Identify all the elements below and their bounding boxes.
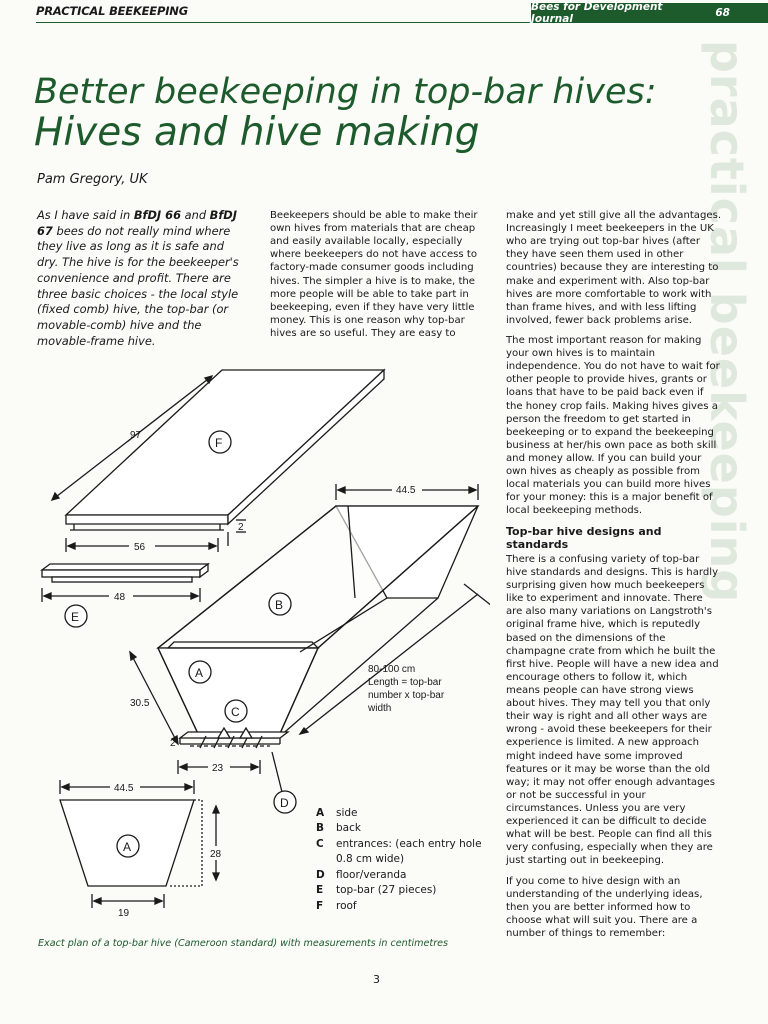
issue-number: 68: [715, 7, 730, 19]
hive-body: [158, 506, 478, 748]
top-bar-part: [42, 564, 208, 582]
diagram-legend: [316, 806, 496, 914]
paragraph: Beekeepers should be able to make their own hives from materials that are cheap and easily available locally, especially where beekeepers do not have access to factory-made consumer goods including hives. The simpler a hive is to make, the more people will be able to take part in beekeeping, even if they have very little money. This is one reason why top-bar hives are so useful. They are easy to: [270, 210, 478, 339]
length-formula-1: Length = top-bar: [368, 677, 442, 688]
legend-item: F roof: [316, 899, 357, 912]
legend-item: C entrances: (each entry hole 0.8 cm wide): [316, 837, 482, 866]
floor-thickness-dim: 2: [170, 738, 176, 749]
body-column-2: [270, 209, 482, 347]
length-formula-3: width: [368, 703, 392, 714]
page-number: 3: [373, 973, 380, 986]
label-e: E: [71, 610, 80, 624]
legend-item: A side: [316, 807, 358, 819]
legend-item: B back: [316, 822, 361, 835]
byline: Pam Gregory, UK: [37, 172, 148, 187]
legend-item: E top-bar (27 pieces): [316, 884, 437, 897]
label-f: F: [215, 436, 223, 450]
lid-thickness-dim: 2: [238, 522, 244, 533]
top-width-dim: 44.5: [396, 485, 416, 496]
end-bottom-dim: 19: [118, 908, 130, 919]
title-line-1: Better beekeeping in top-bar hives:: [34, 72, 657, 112]
label-b: B: [275, 598, 284, 612]
paragraph: If you come to hive design with an understanding of the underlying ideas, then you are better informed how to choose what will suit you. There are a number of things to remember:: [506, 875, 703, 939]
legend-item: D floor/veranda: [316, 868, 407, 881]
header-rule: [36, 22, 531, 23]
section-label: PRACTICAL BEEKEEPING: [36, 4, 188, 18]
body-length-dim: 80-100 cm: [368, 664, 416, 675]
length-formula-2: number x top-bar: [368, 690, 445, 701]
journal-header-band: [531, 3, 768, 23]
intro-ref-1: BfDJ 66: [133, 208, 181, 222]
floor-length-dim: 48: [114, 592, 126, 603]
lid-width-dim: 56: [134, 542, 146, 553]
label-a-2: A: [123, 840, 132, 854]
floor-width-dim: 23: [212, 763, 224, 774]
figure-caption: Exact plan of a top-bar hive (Cameroon standard) with measurements in centimetres: [38, 938, 449, 949]
label-a: A: [195, 666, 204, 680]
intro-text-3: bees do not really mind where they live as long as it is safe and dry. The hive is for the beekeeper's convenience and profit. There are three basic choices - the local style (fixed comb) hive, the top-bar (or movable-comb) hive and the movable-frame hive.: [37, 223, 239, 348]
title-line-2: Hives and hive making: [34, 109, 480, 155]
slant-height-dim: 30.5: [130, 698, 150, 709]
label-d: D: [280, 796, 289, 810]
paragraph: The most important reason for making your own hives is to maintain independence. You do not have to wait for other people to provide hives, grants or loans that have to be paid back even if the honey crop fails. Making hives gives a person the freedom to get started in beekeeping or to expand the beekeeping business at her/his own pace as both skill and money allow. If you can build your own hives as cheaply as possible from local materials you can build more hives for your money: this is a major benefit of local beekeeping methods.: [506, 334, 720, 517]
lid-length-dim: 97: [130, 430, 142, 441]
intro-text-2: and: [181, 208, 210, 222]
side-watermark: practical beekeeping: [700, 40, 754, 604]
body-column-3: [506, 209, 722, 947]
intro-ref-2: BfDJ 67: [37, 208, 238, 238]
end-height-dim: 28: [210, 849, 222, 860]
intro-paragraph: [37, 208, 247, 350]
paragraph: There is a confusing variety of top-bar hive standards and designs. This is hardly surprising given how much beekeepers like to experiment and innovate. There are also many variations on Langstroth's original frame hive, which is reputedly based on the dimensions of the champagne crate from which he built the first hive. People will have a new idea and encourage others to follow it, which means people can have strong views about hives. They may tell you that only their way is right and all other ways are wrong - avoid these beekeepers for their experience is limited. A new approach might indeed have some improved features or it may be worse than the old way; it may not offer enough advantages or not be successful in your circumstances. Unless you are very experienced it can be difficult to decide what will be best. People can find all this very confusing, especially when they are just starting out in beekeeping.: [506, 553, 719, 867]
journal-name: Bees for Development Journal: [531, 1, 663, 25]
intro-text-1: As I have said in: [37, 208, 134, 222]
label-c: C: [231, 705, 240, 719]
paragraph: make and yet still give all the advantages. Increasingly I meet beekeepers in the UK who are trying out top-bar hives (after they have seen them used in other countries) because they are interesting to make and experiment with. Also top-bar hives are more comfortable to work with than frame hives, and with less lifting involved, fewer back problems arise.: [506, 210, 722, 326]
section-heading: Top-bar hive designs and standards: [506, 524, 662, 551]
end-top-dim: 44.5: [114, 783, 134, 794]
article-title: [34, 74, 674, 154]
